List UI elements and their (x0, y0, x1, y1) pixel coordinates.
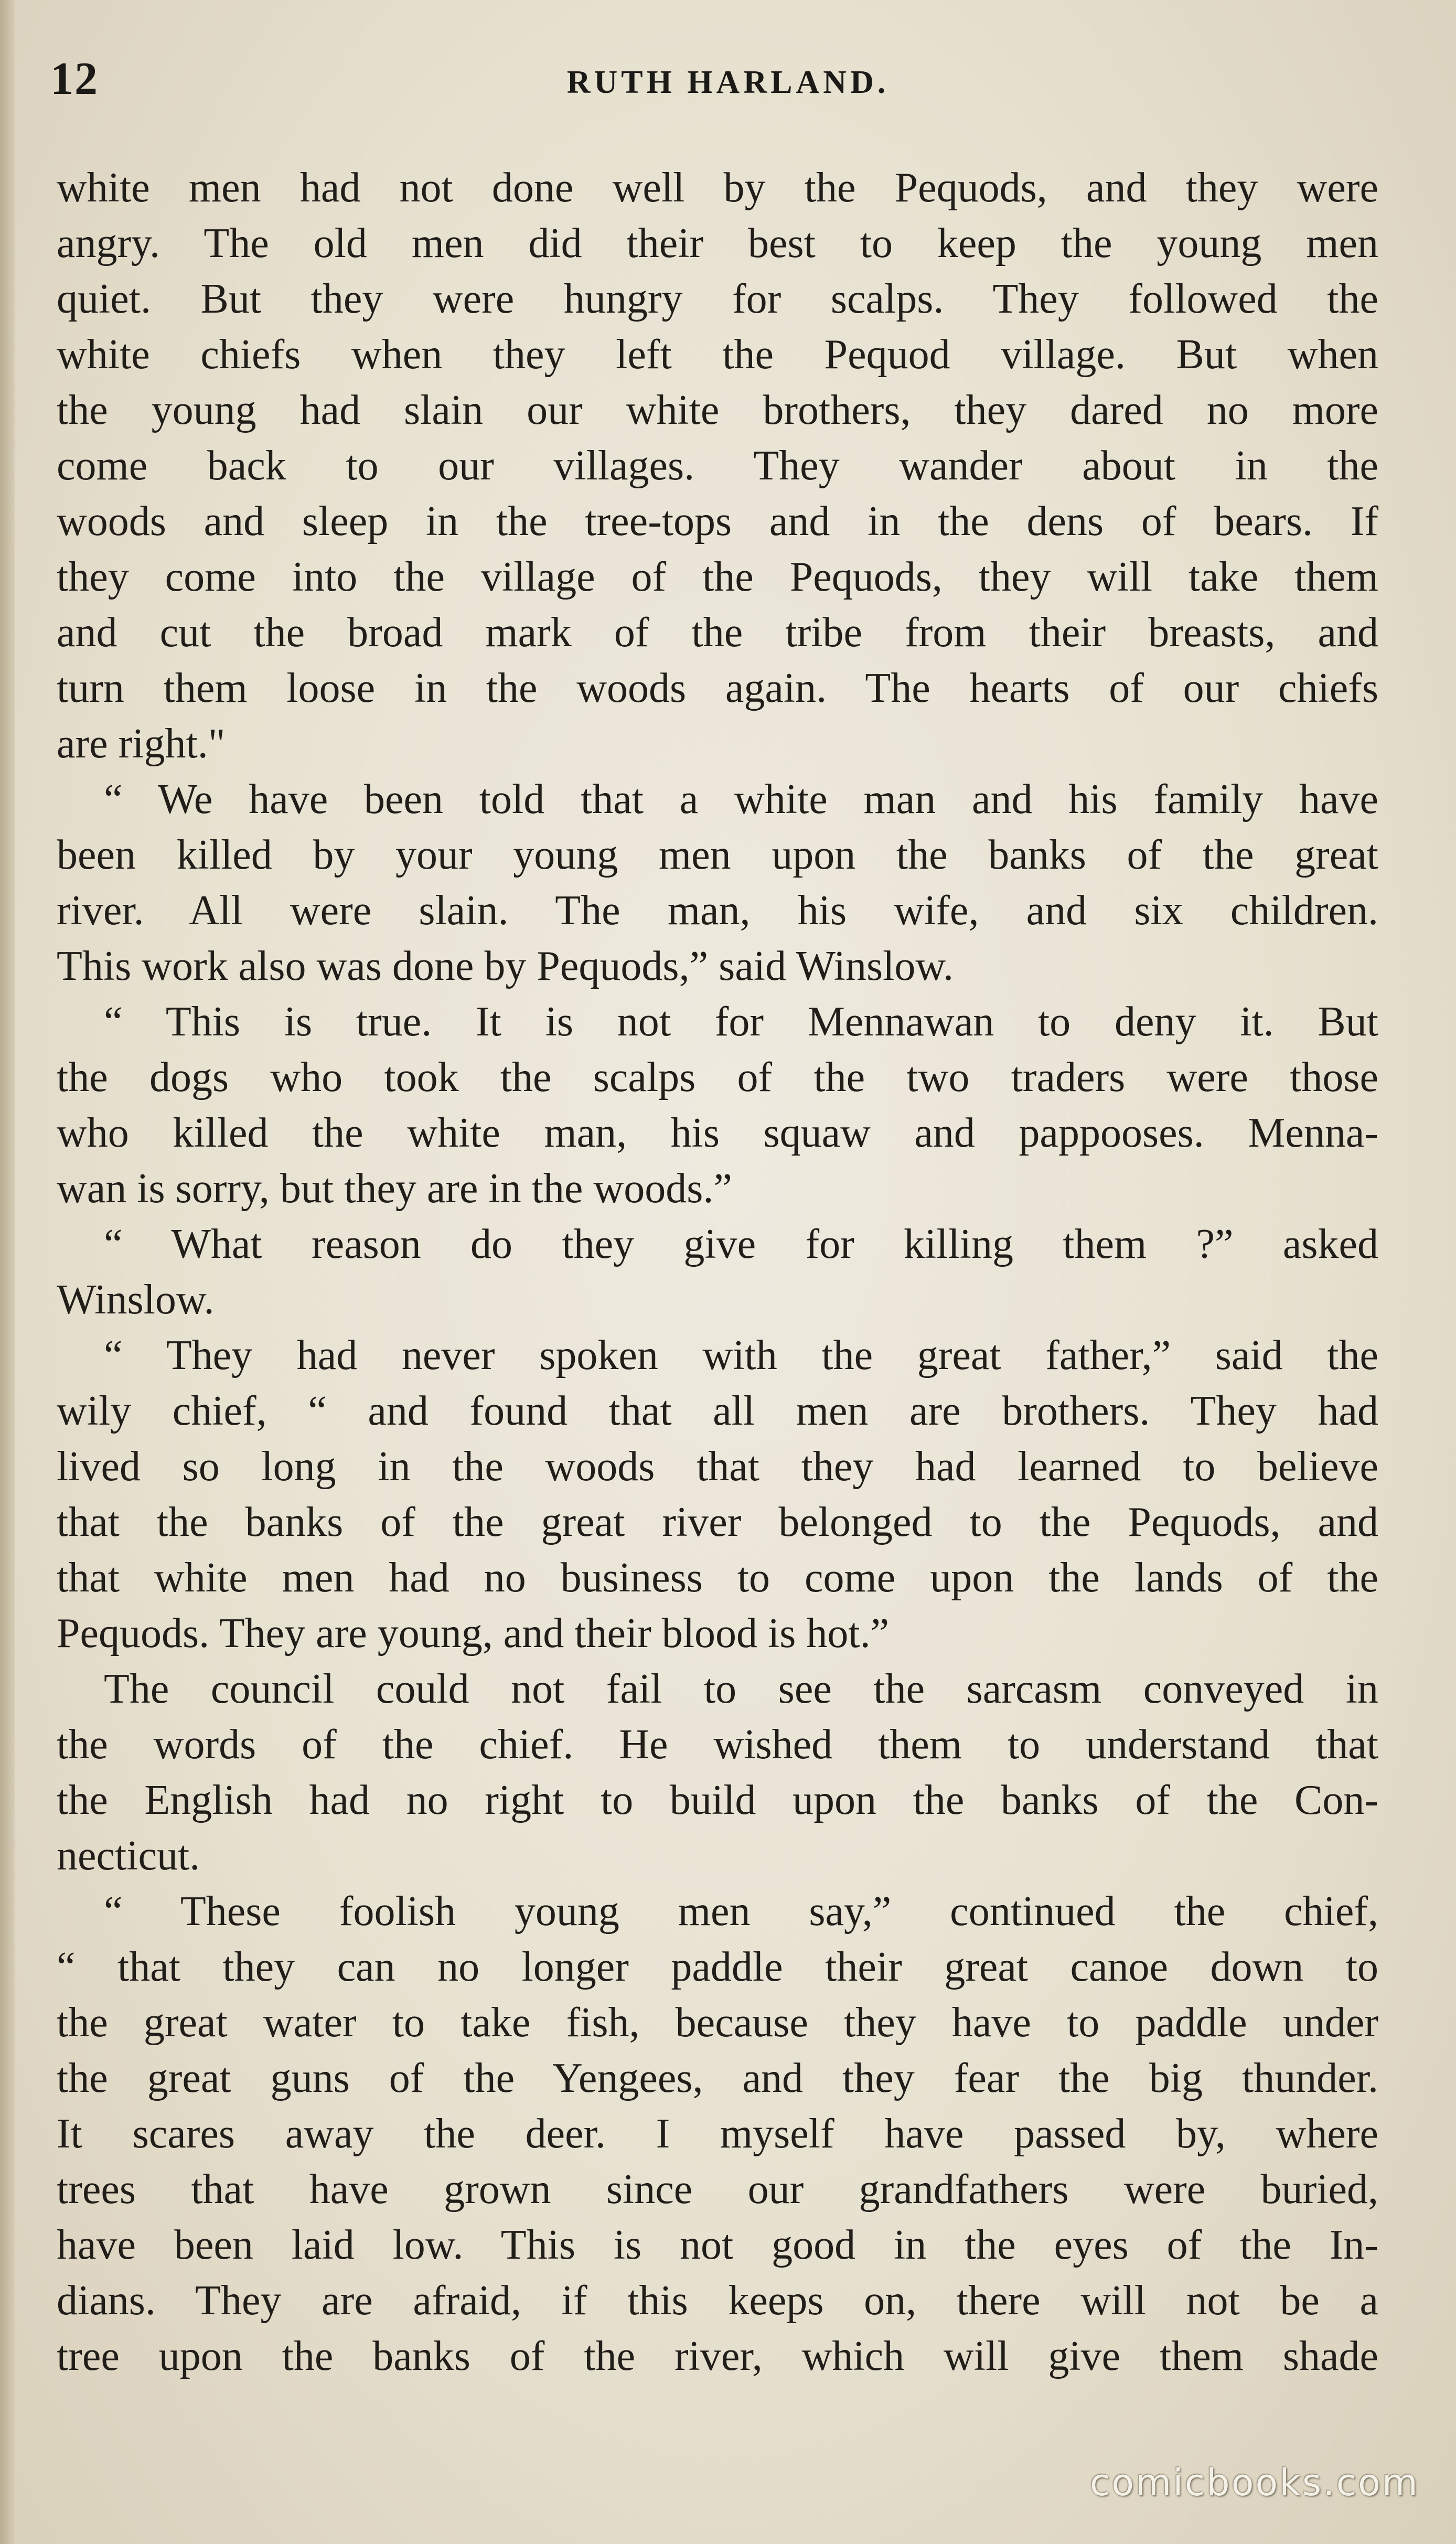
text-line: The council could not fail to see the sarcasm conveyed in (104, 1666, 1378, 1712)
text-line: angry. The old men did their best to keep the young men (57, 220, 1378, 266)
text-line: been killed by your young men upon the banks of the great (57, 832, 1378, 878)
text-line: are right." (57, 721, 226, 767)
text-line: that white men had no business to come upon the lands of the (57, 1555, 1378, 1601)
text-line: the words of the chief. He wished them to understand that (57, 1722, 1378, 1768)
text-line: wily chief, “ and found that all men are brothers. They had (57, 1388, 1378, 1434)
text-line: white chiefs when they left the Pequod village. But when (57, 332, 1378, 378)
text-line: turn them loose in the woods again. The hearts of our chiefs (57, 665, 1378, 711)
text-line: It scares away the deer. I myself have passed by, where (57, 2111, 1378, 2157)
text-line: necticut. (57, 1833, 200, 1879)
text-line: Pequods. They are young, and their blood is hot.” (57, 1610, 890, 1656)
text-line: quiet. But they were hungry for scalps. They followed the (57, 276, 1378, 322)
text-line: “ We have been told that a white man and his family have (104, 776, 1378, 822)
text-line: trees that have grown since our grandfathers were buried, (57, 2166, 1378, 2212)
text-line: the great guns of the Yengees, and they fear the big thunder. (57, 2055, 1378, 2101)
text-line: the great water to take fish, because they have to paddle under (57, 2000, 1378, 2046)
text-line: wan is sorry, but they are in the woods.” (57, 1166, 732, 1212)
text-line: who killed the white man, his squaw and pappooses. Menna- (57, 1110, 1378, 1156)
text-line: “ These foolish young men say,” continued the chief, (104, 1888, 1378, 1934)
text-line: This work also was done by Pequods,” said Winslow. (57, 943, 954, 989)
page-header (0, 52, 1456, 115)
text-line: have been laid low. This is not good in the eyes of the In- (57, 2222, 1378, 2268)
text-line: “ They had never spoken with the great father,” said the (104, 1332, 1378, 1378)
text-line: “ that they can no longer paddle their great canoe down to (57, 1944, 1378, 1990)
text-line: that the banks of the great river belonged to the Pequods, and (57, 1499, 1378, 1545)
page-gutter-edge (0, 0, 15, 2544)
text-line: come back to our villages. They wander about in the (57, 443, 1378, 489)
text-line: the English had no right to build upon the banks of the Con- (57, 1777, 1378, 1823)
body-text (57, 160, 1378, 2384)
text-line: the dogs who took the scalps of the two traders were those (57, 1054, 1378, 1100)
text-line: woods and sleep in the tree-tops and in the dens of bears. If (57, 498, 1378, 544)
running-head: RUTH HARLAND. (566, 65, 890, 100)
text-line: and cut the broad mark of the tribe from their breasts, and (57, 610, 1378, 656)
text-line: they come into the village of the Pequods, they will take them (57, 554, 1378, 600)
text-line: Winslow. (57, 1277, 215, 1323)
text-line: tree upon the banks of the river, which will give them shade (57, 2333, 1378, 2379)
page-number: 12 (50, 54, 99, 104)
text-line: dians. They are afraid, if this keeps on, there will not be a (57, 2278, 1378, 2324)
text-line: “ This is true. It is not for Mennawan to deny it. But (104, 999, 1378, 1045)
text-line: lived so long in the woods that they had learned to believe (57, 1444, 1378, 1490)
text-line: white men had not done well by the Pequods, and they were (57, 165, 1378, 211)
text-line: “ What reason do they give for killing them ?” asked (104, 1221, 1378, 1267)
text-line: river. All were slain. The man, his wife, and six children. (57, 888, 1378, 934)
text-line: the young had slain our white brothers, they dared no more (57, 387, 1378, 433)
watermark: comicbooks.com (1089, 2461, 1419, 2504)
